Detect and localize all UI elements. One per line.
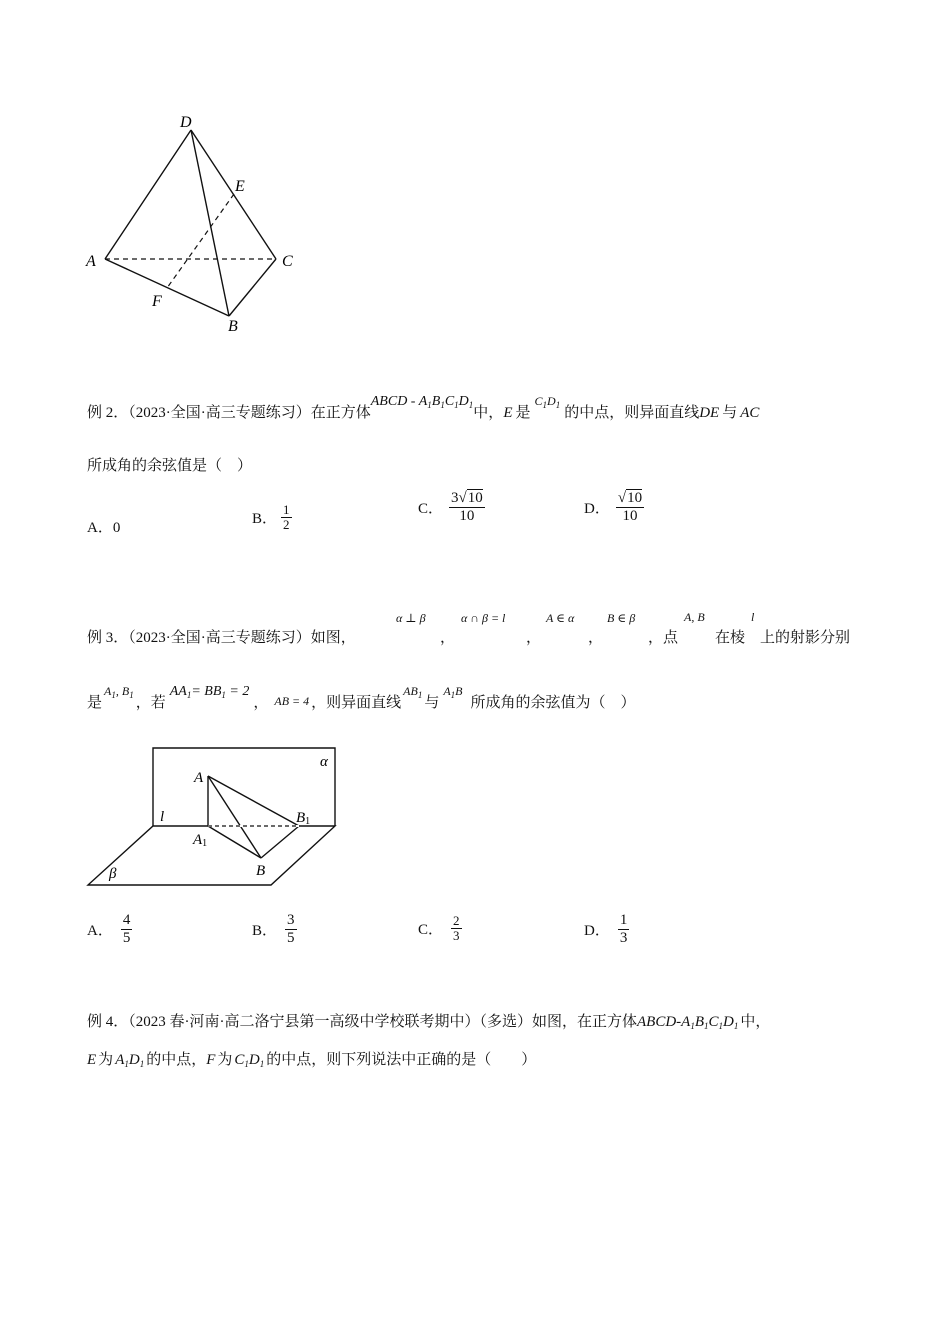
- ex2-d-fraction: $\frac{√10}{10}$: [617, 490, 643, 524]
- label-f: F: [152, 293, 162, 310]
- ex3-on-edge: 在棱: [715, 630, 746, 646]
- ex2-mid4: 与: [722, 405, 738, 421]
- ex4-a1d1: $A_1D_1$: [115, 1052, 145, 1069]
- label-b1: B1: [296, 810, 311, 827]
- ex3-is: 是: [87, 695, 103, 711]
- ex3-ab4: AB = 4: [274, 694, 310, 708]
- edge-bc: [229, 259, 276, 316]
- ex4-f: F: [206, 1052, 216, 1068]
- ex3-proj: 上的射影分别: [760, 630, 851, 646]
- ex3-ab1: AB1: [403, 684, 423, 700]
- segment-ab: [208, 776, 261, 858]
- segment-ab1: [208, 776, 299, 826]
- ex3-cond-perp: α ⊥ β: [396, 611, 426, 625]
- ex2-option-b: B． $\frac{1}{2}$: [252, 502, 290, 533]
- ex3-a-fraction: $\frac{4}{5}$: [122, 912, 131, 946]
- ex3-option-b: B． $\frac{3}{5}$: [252, 912, 295, 946]
- ex3-ruo: ，若: [135, 695, 166, 711]
- edge-ab: [105, 259, 229, 316]
- ex3-c-fraction: $\frac{2}{3}$: [453, 913, 460, 944]
- plane-beta: [88, 826, 335, 885]
- ex2-ac: AC: [740, 405, 760, 421]
- ex3-sep3: ，: [588, 630, 604, 646]
- ex3-dot-label: ，点: [648, 630, 679, 646]
- ex2-c1d1: C1D1: [534, 394, 561, 410]
- ex4-tail: 的中点，则下列说法中正确的是（ ）: [266, 1052, 537, 1068]
- tetrahedron-figure: [80, 105, 320, 345]
- ex2-option-d: D． $\frac{√10}{10}$: [584, 490, 643, 524]
- ex2-mid2: 是: [515, 405, 531, 421]
- ex2-option-c: C． $\frac{3√10}{10}$: [418, 490, 483, 524]
- ex3-sep4: ，: [253, 695, 269, 711]
- ex2-cube-name: ABCD - $A_1B_1C_1D_1$: [370, 394, 474, 410]
- label-a-fig2: A: [194, 770, 204, 786]
- segment-ef-dashed: [167, 194, 234, 288]
- label-l: l: [160, 809, 165, 825]
- ex3-yu: 与: [424, 695, 440, 711]
- ex3-l: l: [751, 610, 755, 624]
- ex3-a1b1: A1, B1: [104, 684, 134, 700]
- ex2-e: E: [503, 405, 513, 421]
- ex3-a1b: A1B: [443, 684, 463, 700]
- label-d: D: [180, 114, 192, 131]
- ex4-cube-name: ABCD-$A_1B_1C_1D_1$: [637, 1014, 739, 1031]
- ex3-b-fraction: $\frac{3}{5}$: [287, 912, 295, 946]
- ex2-line2: 所成角的余弦值是（ ）: [87, 458, 253, 474]
- ex2-prefix: 例 2．（2023·全国·高三专题练习）在正方体: [87, 405, 371, 421]
- plane-alpha: [153, 748, 335, 826]
- ex3-option-a: A． $\frac{4}{5}$: [87, 912, 131, 946]
- ex2-mid3: 的中点，则异面直线: [564, 405, 700, 421]
- ex2-line1: [87, 394, 760, 427]
- label-b-fig2: B: [256, 863, 266, 879]
- ex3-ab-pair: A, B: [684, 610, 705, 624]
- label-a: A: [86, 253, 96, 270]
- ex3-cond-intersect: α ∩ β = l: [461, 611, 506, 625]
- ex4-line2: [87, 1048, 536, 1069]
- ex4-c1d1: $C_1D_1$: [234, 1052, 265, 1069]
- ex2-de: DE: [699, 405, 720, 421]
- label-beta: β: [109, 866, 117, 882]
- ex3-cond-b-in: B ∈ β: [607, 611, 636, 625]
- label-alpha: α: [320, 754, 328, 770]
- label-c: C: [282, 253, 293, 270]
- dihedral-figure: [80, 740, 350, 892]
- ex4-line1: [87, 1010, 770, 1031]
- label-b: B: [228, 318, 238, 335]
- ex3-aa1-eq: $AA_1= BB_1 = 2$: [169, 684, 250, 700]
- ex3-sep1: ，: [440, 630, 456, 646]
- ex3-prefix: 例 3．（2023·全国·高三专题练习）如图，: [87, 630, 356, 646]
- ex3-sep2: ，: [526, 630, 542, 646]
- ex2-option-a: A．0: [87, 520, 121, 536]
- ex2-b-fraction: $\frac{1}{2}$: [283, 502, 290, 533]
- ex4-wei: 为: [98, 1052, 114, 1068]
- ex3-tail: 所成角的余弦值为（ ）: [470, 695, 636, 711]
- ex3-option-d: D． $\frac{1}{3}$: [584, 912, 628, 946]
- ex3-option-c: C． $\frac{2}{3}$: [418, 913, 460, 944]
- segment-a1b: [208, 826, 261, 858]
- segment-bb1: [261, 826, 299, 858]
- ex3-then: ，则异面直线: [311, 695, 402, 711]
- edge-da: [105, 130, 191, 259]
- ex2-c-fraction: $\frac{3√10}{10}$: [451, 490, 483, 524]
- ex4-zhong: 中，: [740, 1014, 771, 1030]
- ex3-line2: [87, 684, 636, 717]
- ex2-mid1: 中，: [473, 405, 504, 421]
- ex4-wei2: 为: [217, 1052, 233, 1068]
- ex3-d-fraction: $\frac{1}{3}$: [619, 912, 628, 946]
- ex4-e: E: [87, 1052, 97, 1068]
- label-e: E: [235, 178, 245, 195]
- ex4-prefix: 例 4．（2023 春·河南·高二洛宁县第一高级中学校联考期中）（多选）如图，在正方体: [87, 1014, 637, 1030]
- label-a1: A1: [193, 832, 208, 849]
- ex4-mid: 的中点，: [146, 1052, 207, 1068]
- ex3-cond-a-in: A ∈ α: [546, 611, 575, 625]
